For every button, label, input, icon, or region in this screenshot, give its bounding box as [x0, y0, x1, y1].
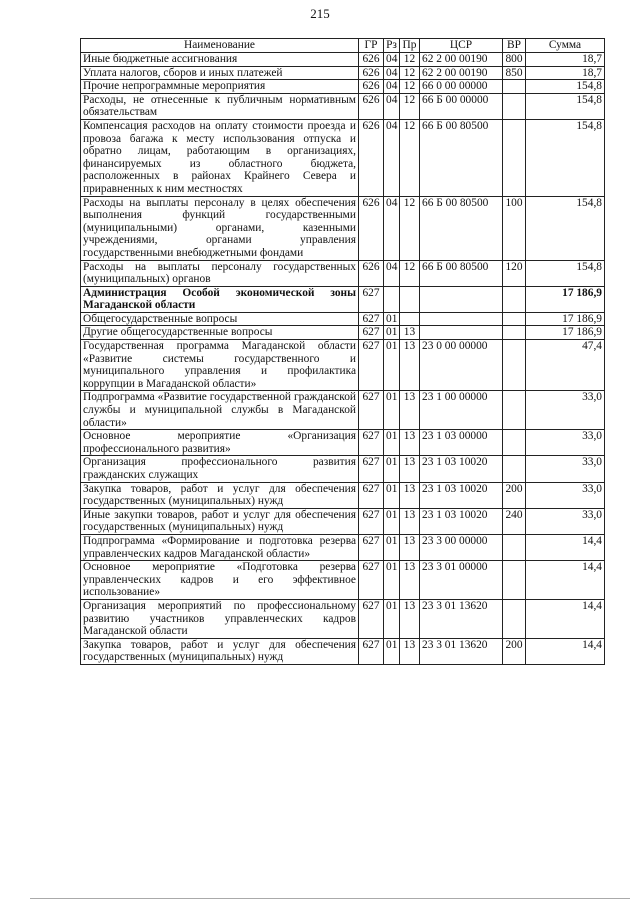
- row-gr: 626: [359, 66, 384, 80]
- table-row: [81, 391, 605, 430]
- header-rz: Рз: [384, 39, 400, 53]
- table-row: [81, 508, 605, 534]
- row-sum: 17 186,9: [526, 326, 605, 340]
- row-gr: 627: [359, 599, 384, 638]
- row-rz: 01: [384, 599, 400, 638]
- header-vr: ВР: [503, 39, 526, 53]
- table-row: [81, 340, 605, 391]
- row-vr: 800: [503, 53, 526, 67]
- row-rz: [384, 286, 400, 312]
- row-vr: [503, 80, 526, 94]
- row-name: Прочие непрограммные мероприятия: [81, 80, 359, 94]
- row-csr: [420, 326, 503, 340]
- row-sum: 18,7: [526, 66, 605, 80]
- row-name: Компенсация расходов на оплату стоимости проезда и провоза багажа к месту использования отпуска и обратно лицам, работающим в организациях, финансируемых из областного бюджета, расположенных в районах Крайнего Севера и приравненных к ним местностях: [81, 119, 359, 196]
- table-header-row: [81, 39, 605, 53]
- table-row: [81, 196, 605, 260]
- row-pr: 13: [400, 534, 420, 560]
- table-row: [81, 80, 605, 94]
- row-name: Другие общегосударственные вопросы: [81, 326, 359, 340]
- row-vr: 240: [503, 508, 526, 534]
- row-rz: 01: [384, 430, 400, 456]
- row-rz: 04: [384, 66, 400, 80]
- row-sum: 154,8: [526, 93, 605, 119]
- row-vr: [503, 312, 526, 326]
- row-csr: 66 Б 00 80500: [420, 119, 503, 196]
- table-row: [81, 638, 605, 664]
- row-pr: 12: [400, 53, 420, 67]
- row-vr: [503, 534, 526, 560]
- row-rz: 01: [384, 534, 400, 560]
- row-name: Закупка товаров, работ и услуг для обеспечения государственных (муниципальных) нужд: [81, 482, 359, 508]
- row-gr: 626: [359, 196, 384, 260]
- row-vr: 100: [503, 196, 526, 260]
- row-vr: 200: [503, 482, 526, 508]
- row-gr: 627: [359, 456, 384, 482]
- row-sum: 33,0: [526, 508, 605, 534]
- table-row: [81, 482, 605, 508]
- row-rz: 04: [384, 53, 400, 67]
- row-rz: 01: [384, 508, 400, 534]
- row-pr: [400, 286, 420, 312]
- row-vr: [503, 430, 526, 456]
- row-vr: [503, 561, 526, 600]
- table-row: [81, 456, 605, 482]
- table-row: [81, 119, 605, 196]
- row-rz: 01: [384, 326, 400, 340]
- header-pr: Пр: [400, 39, 420, 53]
- row-pr: 12: [400, 260, 420, 286]
- row-sum: 33,0: [526, 391, 605, 430]
- row-rz: 01: [384, 638, 400, 664]
- row-rz: 04: [384, 119, 400, 196]
- row-sum: 17 186,9: [526, 312, 605, 326]
- row-gr: 627: [359, 340, 384, 391]
- row-gr: 627: [359, 561, 384, 600]
- table-row: [81, 286, 605, 312]
- page-number: 215: [310, 6, 330, 21]
- row-csr: 23 3 01 00000: [420, 561, 503, 600]
- row-vr: [503, 340, 526, 391]
- header-gr: ГР: [359, 39, 384, 53]
- row-sum: 14,4: [526, 561, 605, 600]
- row-csr: 23 1 03 00000: [420, 430, 503, 456]
- row-pr: 12: [400, 93, 420, 119]
- row-vr: [503, 286, 526, 312]
- row-vr: 850: [503, 66, 526, 80]
- row-pr: 13: [400, 638, 420, 664]
- row-vr: [503, 93, 526, 119]
- row-pr: 13: [400, 430, 420, 456]
- row-pr: 13: [400, 599, 420, 638]
- row-pr: 12: [400, 119, 420, 196]
- row-rz: 01: [384, 561, 400, 600]
- row-rz: 04: [384, 93, 400, 119]
- row-gr: 626: [359, 80, 384, 94]
- row-pr: 13: [400, 508, 420, 534]
- table-row: [81, 260, 605, 286]
- row-gr: 626: [359, 93, 384, 119]
- row-sum: 154,8: [526, 80, 605, 94]
- row-vr: [503, 391, 526, 430]
- row-sum: 14,4: [526, 599, 605, 638]
- row-gr: 627: [359, 430, 384, 456]
- row-name: Подпрограмма «Развитие государственной гражданской службы и муниципальной службы в Магаданской области»: [81, 391, 359, 430]
- row-csr: 23 3 01 13620: [420, 599, 503, 638]
- row-pr: 12: [400, 66, 420, 80]
- row-gr: 626: [359, 53, 384, 67]
- row-sum: 17 186,9: [526, 286, 605, 312]
- row-gr: 627: [359, 326, 384, 340]
- row-name: Основное мероприятие «Организация профессионального развития»: [81, 430, 359, 456]
- row-gr: 626: [359, 260, 384, 286]
- row-gr: 626: [359, 119, 384, 196]
- table-row: [81, 599, 605, 638]
- header-name: Наименование: [81, 39, 359, 53]
- row-sum: 154,8: [526, 260, 605, 286]
- page-bottom-edge: [30, 898, 630, 899]
- row-sum: 18,7: [526, 53, 605, 67]
- row-name: Основное мероприятие «Подготовка резерва управленческих кадров и его эффективное использование»: [81, 561, 359, 600]
- row-name: Иные закупки товаров, работ и услуг для обеспечения государственных (муниципальных) нужд: [81, 508, 359, 534]
- row-gr: 627: [359, 286, 384, 312]
- row-csr: 66 Б 00 00000: [420, 93, 503, 119]
- table-row: [81, 53, 605, 67]
- row-rz: 04: [384, 80, 400, 94]
- row-name: Государственная программа Магаданской области «Развитие системы государственного и муниципального управления и профилактика коррупции в Магаданской области»: [81, 340, 359, 391]
- row-pr: 13: [400, 391, 420, 430]
- row-vr: [503, 456, 526, 482]
- row-sum: 154,8: [526, 119, 605, 196]
- row-pr: 13: [400, 326, 420, 340]
- row-vr: [503, 599, 526, 638]
- row-sum: 33,0: [526, 456, 605, 482]
- row-name: Общегосударственные вопросы: [81, 312, 359, 326]
- row-name: Расходы, не отнесенные к публичным нормативным обязательствам: [81, 93, 359, 119]
- row-csr: 23 1 03 10020: [420, 482, 503, 508]
- table-row: [81, 430, 605, 456]
- row-csr: 62 2 00 00190: [420, 53, 503, 67]
- row-name: Подпрограмма «Формирование и подготовка резерва управленческих кадров Магаданской области»: [81, 534, 359, 560]
- row-name: Администрация Особой экономической зоны Магаданской области: [81, 286, 359, 312]
- row-gr: 627: [359, 508, 384, 534]
- row-sum: 33,0: [526, 482, 605, 508]
- table-row: [81, 66, 605, 80]
- row-rz: 04: [384, 260, 400, 286]
- row-pr: [400, 312, 420, 326]
- row-sum: 14,4: [526, 638, 605, 664]
- row-name: Организация профессионального развития гражданских служащих: [81, 456, 359, 482]
- table-row: [81, 326, 605, 340]
- row-csr: 62 2 00 00190: [420, 66, 503, 80]
- row-csr: 66 Б 00 80500: [420, 260, 503, 286]
- row-pr: 13: [400, 482, 420, 508]
- row-csr: 23 3 00 00000: [420, 534, 503, 560]
- row-rz: 04: [384, 196, 400, 260]
- header-sum: Сумма: [526, 39, 605, 53]
- row-sum: 47,4: [526, 340, 605, 391]
- row-pr: 13: [400, 340, 420, 391]
- row-csr: 23 1 03 10020: [420, 456, 503, 482]
- row-csr: 23 3 01 13620: [420, 638, 503, 664]
- row-rz: 01: [384, 482, 400, 508]
- row-name: Организация мероприятий по профессиональному развитию участников управленческих кадров Магаданской области: [81, 599, 359, 638]
- row-csr: [420, 312, 503, 326]
- row-gr: 627: [359, 482, 384, 508]
- row-rz: 01: [384, 312, 400, 326]
- row-pr: 12: [400, 196, 420, 260]
- row-gr: 627: [359, 312, 384, 326]
- row-vr: [503, 119, 526, 196]
- row-vr: 200: [503, 638, 526, 664]
- header-csr: ЦСР: [420, 39, 503, 53]
- row-csr: [420, 286, 503, 312]
- row-pr: 12: [400, 80, 420, 94]
- table-row: [81, 534, 605, 560]
- row-name: Расходы на выплаты персоналу государственных (муниципальных) органов: [81, 260, 359, 286]
- row-vr: 120: [503, 260, 526, 286]
- row-name: Уплата налогов, сборов и иных платежей: [81, 66, 359, 80]
- budget-table: [80, 38, 605, 665]
- table-row: [81, 93, 605, 119]
- row-csr: 66 0 00 00000: [420, 80, 503, 94]
- row-sum: 154,8: [526, 196, 605, 260]
- row-gr: 627: [359, 391, 384, 430]
- row-csr: 23 1 03 10020: [420, 508, 503, 534]
- table-row: [81, 561, 605, 600]
- row-pr: 13: [400, 561, 420, 600]
- row-rz: 01: [384, 340, 400, 391]
- row-csr: 23 0 00 00000: [420, 340, 503, 391]
- row-name: Закупка товаров, работ и услуг для обеспечения государственных (муниципальных) нужд: [81, 638, 359, 664]
- row-rz: 01: [384, 391, 400, 430]
- row-name: Расходы на выплаты персоналу в целях обеспечения выполнения функций государственными (муниципальными) органами, казенными учреждениями, органами управления государственными внебюджетными фондами: [81, 196, 359, 260]
- row-gr: 627: [359, 534, 384, 560]
- row-gr: 627: [359, 638, 384, 664]
- row-csr: 66 Б 00 80500: [420, 196, 503, 260]
- row-sum: 33,0: [526, 430, 605, 456]
- row-pr: 13: [400, 456, 420, 482]
- row-rz: 01: [384, 456, 400, 482]
- row-csr: 23 1 00 00000: [420, 391, 503, 430]
- row-sum: 14,4: [526, 534, 605, 560]
- row-name: Иные бюджетные ассигнования: [81, 53, 359, 67]
- table-row: [81, 312, 605, 326]
- row-vr: [503, 326, 526, 340]
